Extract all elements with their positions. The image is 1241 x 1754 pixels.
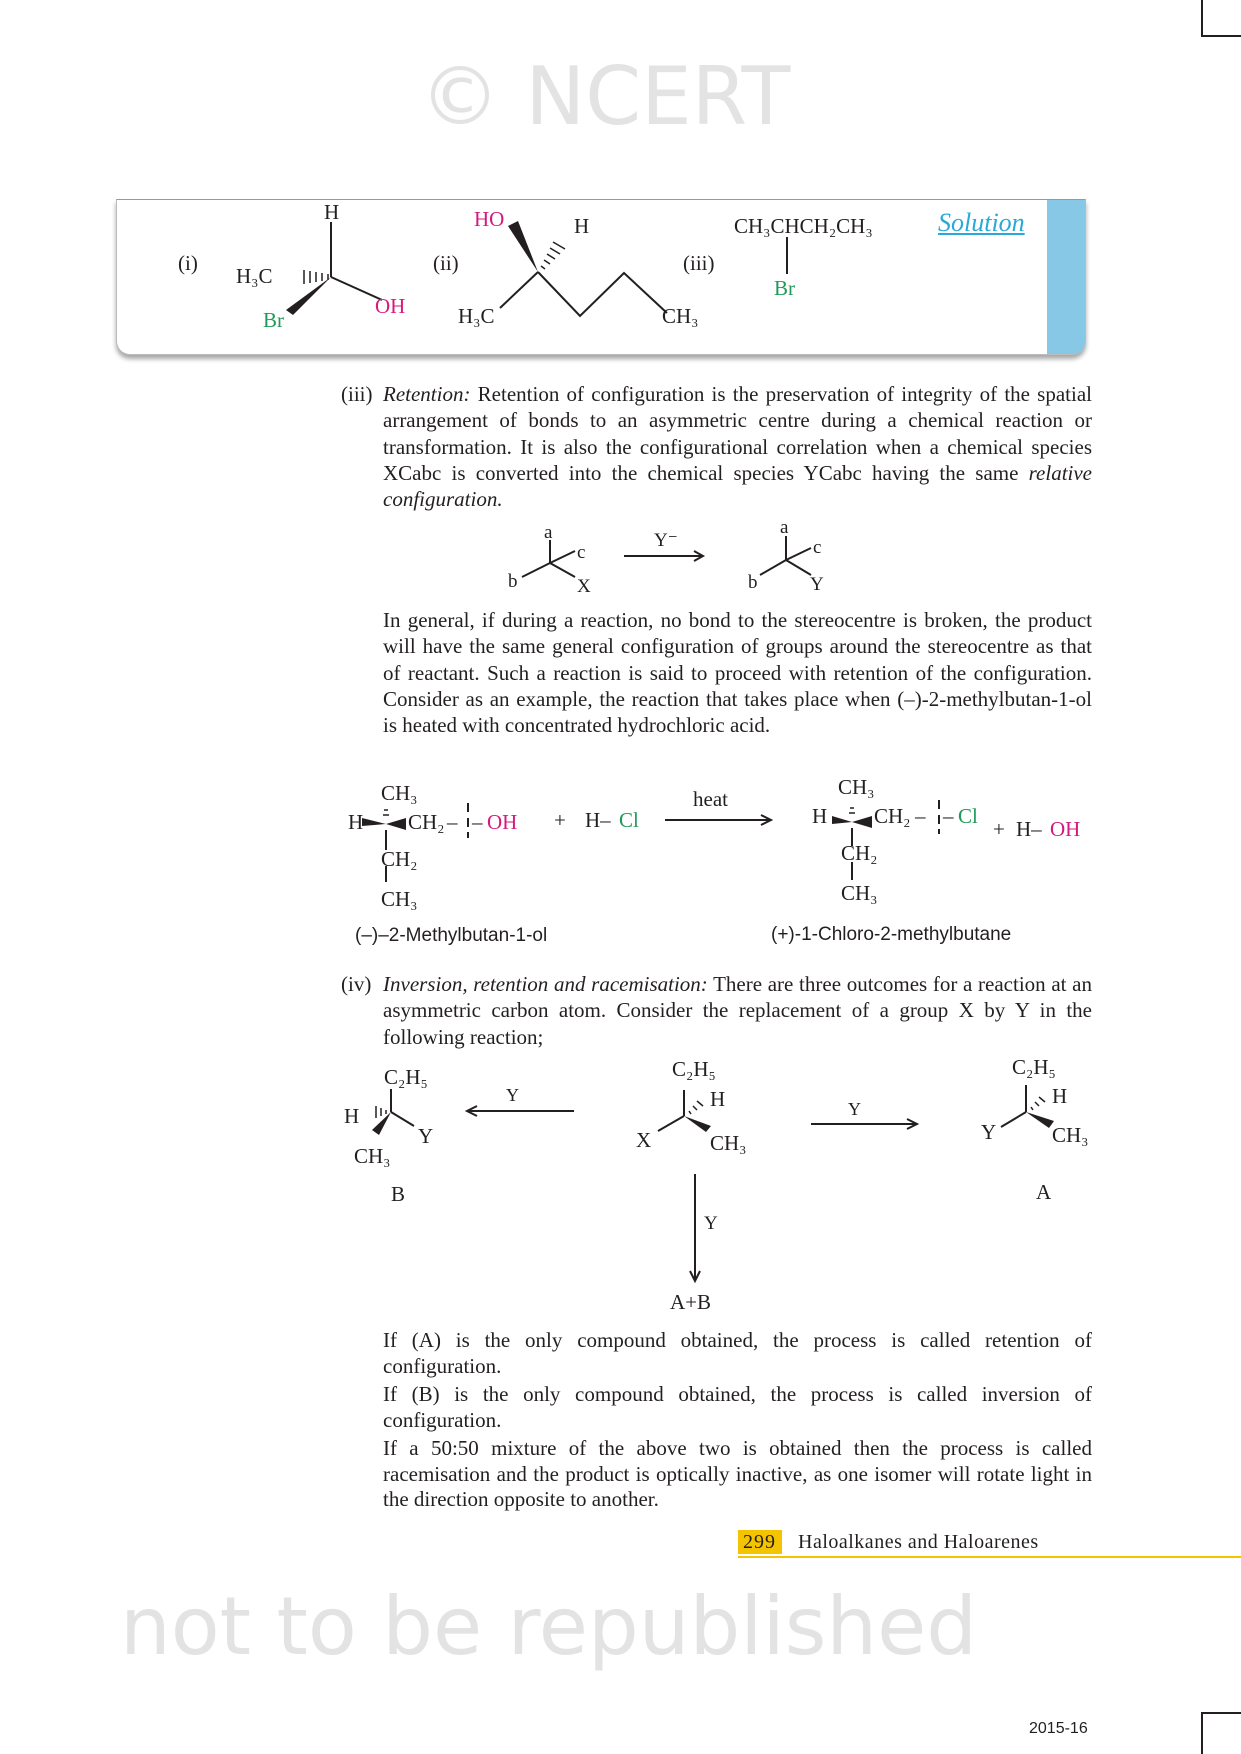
term: Retention:	[383, 382, 471, 406]
product-b-label: B	[391, 1182, 406, 1206]
page-footer	[738, 1530, 1241, 1558]
atom-label: H	[324, 200, 340, 224]
label-iii: (iii)	[683, 251, 715, 275]
atom-label: Y	[981, 1120, 997, 1144]
conclusion-1: If (A) is the only compound obtained, the process is called retention of configuration.	[383, 1328, 1092, 1378]
product-ab-label: A+B	[670, 1290, 712, 1314]
atom-label: Y	[810, 574, 824, 595]
page-number: 299	[738, 1530, 782, 1554]
atom-label: CH₃	[662, 304, 699, 328]
atom-label: H	[348, 810, 364, 834]
atom-label: CH₃	[841, 881, 878, 905]
atom-label: CH₃	[381, 887, 418, 911]
atom-label: CH₂	[841, 841, 878, 865]
reactant-name: (–)–2-Methylbutan-1-ol	[355, 925, 548, 946]
watermark-line1: © NCERT	[420, 50, 791, 143]
reagent-label: Y	[704, 1213, 718, 1234]
atom-label: H	[574, 214, 590, 238]
atom-label: b	[508, 571, 518, 592]
conclusion-2: If (B) is the only compound obtained, the process is called inversion of configuration.	[383, 1382, 1092, 1432]
atom-label: a	[780, 517, 789, 538]
reagent-label: Y	[506, 1085, 519, 1105]
atom-label: H₃C	[458, 304, 495, 328]
item-number: (iv)	[341, 972, 372, 996]
term: relative configuration.	[383, 460, 1092, 512]
atom-label: CH₃	[1052, 1123, 1089, 1147]
atom-label: H–	[585, 808, 611, 832]
atom-label: CH₂	[381, 847, 418, 871]
atom-label: C₂H₅	[384, 1065, 428, 1089]
atom-label: Cl	[619, 808, 639, 832]
atom-label: C₂H₅	[672, 1057, 716, 1081]
plus-sign: +	[554, 808, 566, 832]
atom-label: Y	[418, 1124, 434, 1148]
item-number: (iii)	[341, 382, 373, 406]
bond-dash: –	[943, 804, 954, 828]
body-text: Retention of configuration is the preservation of integrity of the spatial arrangement of bonds to an asymmetric centre during a chemical reaction or transformation. It is also the configurational correlation when a chemical species XCabc is converted into the chemical species YCabc having the same	[383, 382, 1092, 485]
atom-label: c	[813, 537, 822, 558]
product-a-label: A	[1036, 1180, 1052, 1204]
atom-label: c	[577, 542, 586, 563]
term: Inversion, retention and racemisation:	[383, 972, 708, 996]
atom-label: CH₂	[408, 810, 445, 834]
bond-dash: –	[915, 804, 926, 828]
conclusion-3: If a 50:50 mixture of the above two is obtained then the process is called racemisation and the product is optically inactive, as one isomer will rotate light in the direction opposite to another.	[383, 1436, 1092, 1511]
atom-label: a	[544, 522, 553, 543]
body-text: There are three outcomes for a reaction at an asymmetric carbon atom. Consider the replacement of a group X by Y in the following reaction;	[383, 972, 1092, 1049]
atom-label: CH₃	[354, 1144, 391, 1168]
atom-label: X	[636, 1128, 652, 1152]
atom-label: CH₃	[381, 781, 418, 805]
bond-dash: –	[447, 810, 458, 834]
general-paragraph: In general, if during a reaction, no bond to the stereocentre is broken, the product will have the same general configuration of groups around the stereocentre as that of reactant. Such a reaction is said to proceed with retention of the configuration. Consider as an example, the reaction that takes place when (–)-2-methylbutan-1-ol is heated with concentrated hydrochloric acid.	[383, 608, 1092, 738]
atom-label: H	[344, 1104, 360, 1128]
atom-label: Br	[263, 308, 284, 332]
atom-label: b	[748, 572, 758, 593]
bond-dash: –	[472, 810, 483, 834]
solution-link[interactable]: Solution	[938, 208, 1025, 237]
chapter-title: Haloalkanes and Haloarenes	[798, 1531, 1039, 1553]
atom-label: OH	[487, 810, 518, 834]
formula: CH₃CHCH₂CH₃	[734, 214, 873, 238]
atom-label: H–	[1016, 817, 1042, 841]
reagent-label: Y	[848, 1099, 861, 1119]
atom-label: OH	[1050, 817, 1081, 841]
atom-label: H	[1052, 1084, 1068, 1108]
reagent-label: Y⁻	[654, 530, 678, 551]
atom-label: Br	[774, 276, 795, 300]
atom-label: CH₂	[874, 804, 911, 828]
plus-sign: +	[993, 817, 1005, 841]
watermark-line2: not to be republished	[120, 1580, 978, 1673]
atom-label: CH₃	[710, 1131, 747, 1155]
atom-label: C₂H₅	[1012, 1055, 1056, 1079]
label-ii: (ii)	[433, 251, 459, 275]
atom-label: H	[812, 804, 828, 828]
edition-year: 2015-16	[1029, 1720, 1088, 1737]
atom-label: OH	[375, 294, 406, 318]
condition-label: heat	[693, 787, 728, 811]
atom-label: H₃C	[236, 264, 273, 288]
atom-label: HO	[474, 207, 505, 231]
atom-label: X	[577, 576, 591, 597]
atom-label: CH₃	[838, 775, 875, 799]
label-i: (i)	[178, 251, 198, 275]
atom-label: H	[710, 1087, 726, 1111]
product-name: (+)-1-Chloro-2-methylbutane	[771, 924, 1012, 945]
atom-label: Cl	[958, 804, 978, 828]
